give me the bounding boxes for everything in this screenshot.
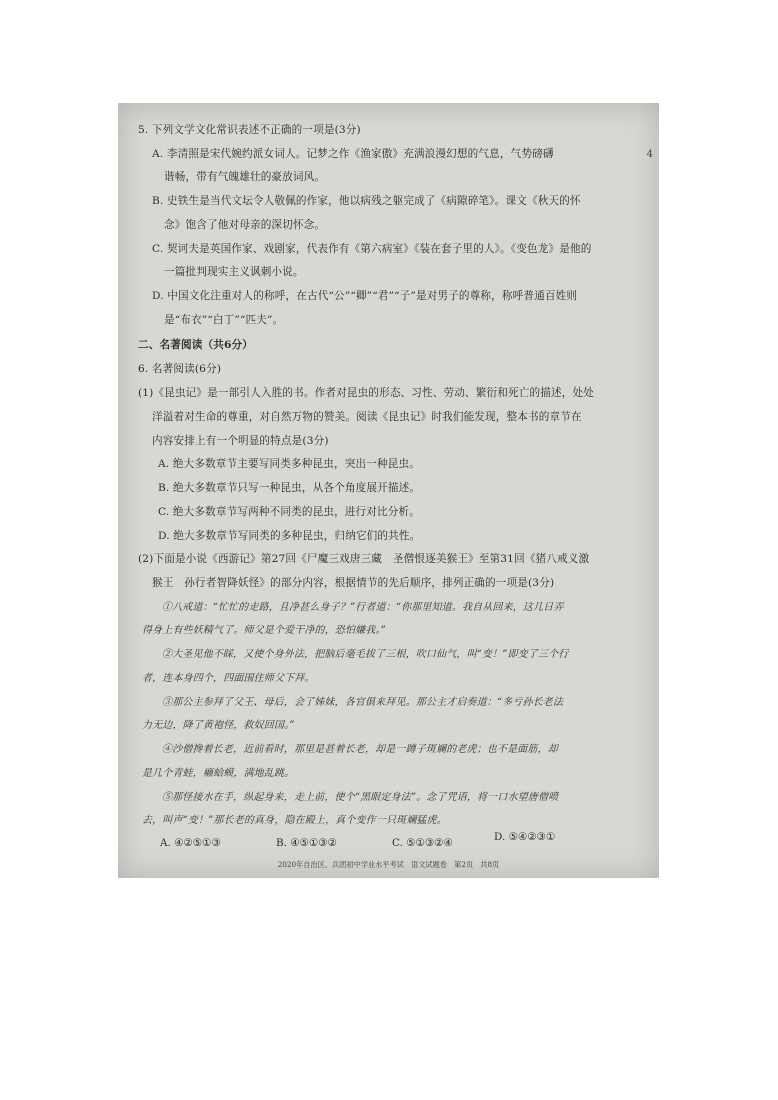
exam-page-photo: [118, 103, 659, 878]
q5-option-d-line2: 是“布衣”“白丁”“匹夫”。: [164, 314, 284, 326]
q5-option-c-line1: C. 契诃夫是英国作家、戏剧家，代表作有《第六病室》《装在套子里的人》。《变色龙》是他的: [152, 243, 592, 255]
q6-1-option-a: A. 绝大多数章节主要写同类多种昆虫，突出一种昆虫。: [158, 458, 420, 470]
excerpt-3-line1: ③那公主参拜了父王、母后，会了姊妹，各官俱来拜见。那公主才启奏道：“多亏孙长老法: [162, 697, 564, 708]
q5-option-b-line1: B. 史铁生是当代文坛令人敬佩的作家，他以病残之躯完成了《病隙碎笔》。课文《秋天的怀: [152, 195, 581, 207]
section-2-heading: 二、名著阅读（共6分）: [138, 339, 253, 351]
q6-1-option-c: C. 绝大多数章节写两种不同类的昆虫，进行对比分析。: [158, 506, 421, 518]
q5-option-a-line2: 谐畅，带有气魄雄壮的豪放词风。: [164, 171, 326, 183]
q6-2-choices: [160, 831, 620, 851]
q6-1-line1: (1)《昆虫记》是一部引人入胜的书。作者对昆虫的形态、习性、劳动、繁衍和死亡的描述，处处: [138, 387, 594, 399]
q5-option-a-line1: A. 李清照是宋代婉约派女词人。记梦之作《渔家傲》充满浪漫幻想的气息，气势磅礴: [152, 148, 554, 160]
excerpt-5-line2: 去，叫声“变！”那长老的真身，隐在殿上，真个变作一只斑斓猛虎。: [142, 815, 447, 826]
excerpt-4-line2: 是几个青蛙，癞蛤蟆，满地乱跳。: [142, 768, 295, 779]
excerpt-1-line1: ①八戒道：“忙忙的走路，且净甚么身子？”行者道：“你那里知道。我自从回来，这几日弄: [162, 602, 564, 613]
excerpt-2-line2: 者，连本身四个，四面围住师父下拜。: [142, 673, 315, 684]
choice-a: A. ④②⑤①③: [160, 837, 221, 849]
q5-option-c-line2: 一篇批判现实主义讽刺小说。: [164, 266, 304, 278]
excerpt-3-line2: 力无边，降了黄袍怪，救奴回国。”: [142, 720, 295, 731]
choice-b: B. ④⑤①③②: [276, 837, 337, 849]
excerpt-2-line1: ②大圣见他不睬，又使个身外法，把脑后毫毛拔了三根，吹口仙气，叫“变！”即变了三个行: [162, 649, 569, 660]
excerpt-5-line1: ⑤那怪接水在手，纵起身来，走上前，使个“黑眼定身法”。念了咒语，将一口水望唐僧喷: [162, 792, 559, 803]
choice-d: D. ⑤④②③①: [494, 831, 556, 843]
q6-stem: 6. 名著阅读(6分): [138, 363, 222, 375]
q6-1-option-b: B. 绝大多数章节只写一种昆虫，从各个角度展开描述。: [158, 482, 421, 494]
excerpt-4-line1: ④沙僧搀着长老，近前看时，那里是甚着长老，却是一蹲子斑斓的老虎；也不是面筋，却: [162, 744, 558, 755]
q6-1-line3: 内容安排上有一个明显的特点是(3分): [152, 435, 329, 447]
choice-c: C. ⑤①③②④: [392, 837, 453, 849]
page-footer: 2020年自治区、兵团初中学业水平考试 语文试题卷 第2页 共8页: [277, 860, 500, 869]
q6-2-line1: (2)下面是小说《西游记》第27回《尸魔三戏唐三藏 圣僧恨逐美猴王》至第31回《猪八戒义激: [138, 553, 590, 565]
excerpt-1-line2: 得身上有些妖精气了。师父是个爱干净的，恐怕嫌我。”: [142, 625, 386, 636]
q6-2-line2: 猴王 孙行者智降妖怪》的部分内容，根据情节的先后顺序，排列正确的一项是(3分): [152, 577, 555, 589]
margin-mark: 4: [646, 149, 653, 160]
q5-stem: 5. 下列文学文化常识表述不正确的一项是(3分): [138, 124, 361, 136]
q5-option-d-line1: D. 中国文化注重对人的称呼，在古代“公”“卿”“君”“子”是对男子的尊称，称呼普通百姓则: [152, 290, 578, 302]
q6-1-line2: 洋溢着对生命的尊重，对自然万物的赞美。阅读《昆虫记》时我们能发现，整本书的章节在: [152, 411, 582, 423]
q6-1-option-d: D. 绝大多数章节写同类的多种昆虫，归纳它们的共性。: [158, 530, 421, 542]
q5-option-b-line2: 念》饱含了他对母亲的深切怀念。: [164, 219, 326, 231]
